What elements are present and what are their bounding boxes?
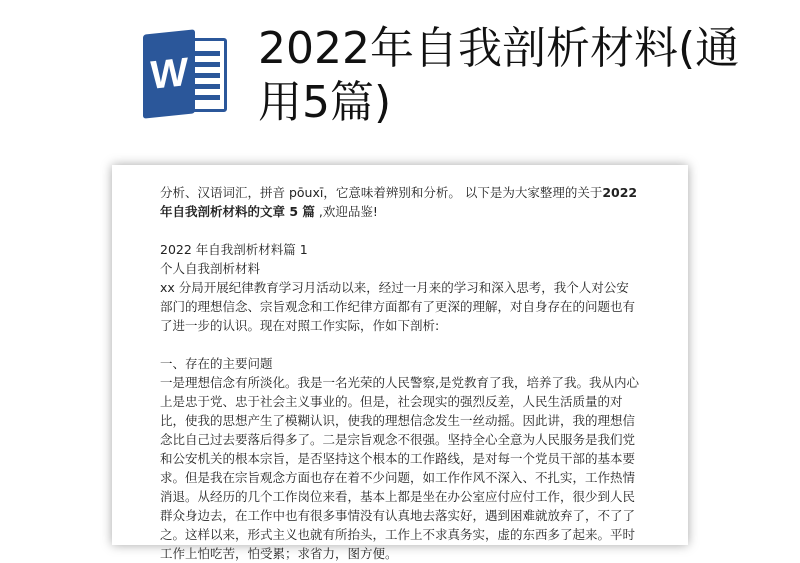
intro-text-start: 分析、汉语词汇，拼音 pōuxī，它意味着辨别和分析。 以下是为大家整理的关于 [160,185,603,200]
document-page [112,165,688,561]
document-content [160,183,640,563]
header [0,0,800,160]
subheading: 个人自我剖析材料 [160,261,261,276]
word-letter-badge: W [143,29,195,118]
heading-problems: 一、存在的主要问题 [160,356,273,371]
intro-text-end: ,欢迎品鉴! [314,204,378,219]
intro-bold-title: 2022 年自我剖析材料的文章 5 篇 [160,185,638,219]
section-heading: 2022 年自我剖析材料篇 1 [160,242,308,257]
page-title: 2022年自我剖析材料(通用5篇) [258,23,740,128]
paragraph-1: xx 分局开展纪律教育学习月活动以来，经过一月来的学习和深入思考，我个人对公安部门的理想信念、宗旨观念和工作纪律方面都有了更深的理解，对自身存在的问题也有了进一步的认识。现在对照工作实际，作如下剖析: [160,280,636,333]
word-icon [143,32,231,116]
paragraph-2: 一是理想信念有所淡化。我是一名光荣的人民警察,是党教育了我，培养了我。我从内心上是忠于党、忠于社会主义事业的。但是，社会现实的强烈反差，人民生活质量的对比，使我的思想产生了模糊认识，使我的理想信念发生一丝动摇。因此讲，我的理想信念比自己过去要落后得多了。二是宗旨观念不很强。坚持全心全意为人民服务是我们党和公安机关的根本宗旨，是否坚持这个根本的工作路线，是对每一个党员干部的基本要求。但是我在宗旨观念方面也存在着不少问题，如工作作风不深入、不扎实，工作热情消退。从经历的几个工作岗位来看，基本上都是坐在办公室应付应付工作，很少到人民群众身边去，在工作中也有很多事情没有认真地去落实好，遇到困难就放弃了，不了了之。这样以来，形式主义也就有所抬头，工作上不求真务实，虚的东西多了起来。平时工作上怕吃苦，怕受累；求省力，图方便。 [160,375,639,561]
intro-paragraph [160,183,640,221]
